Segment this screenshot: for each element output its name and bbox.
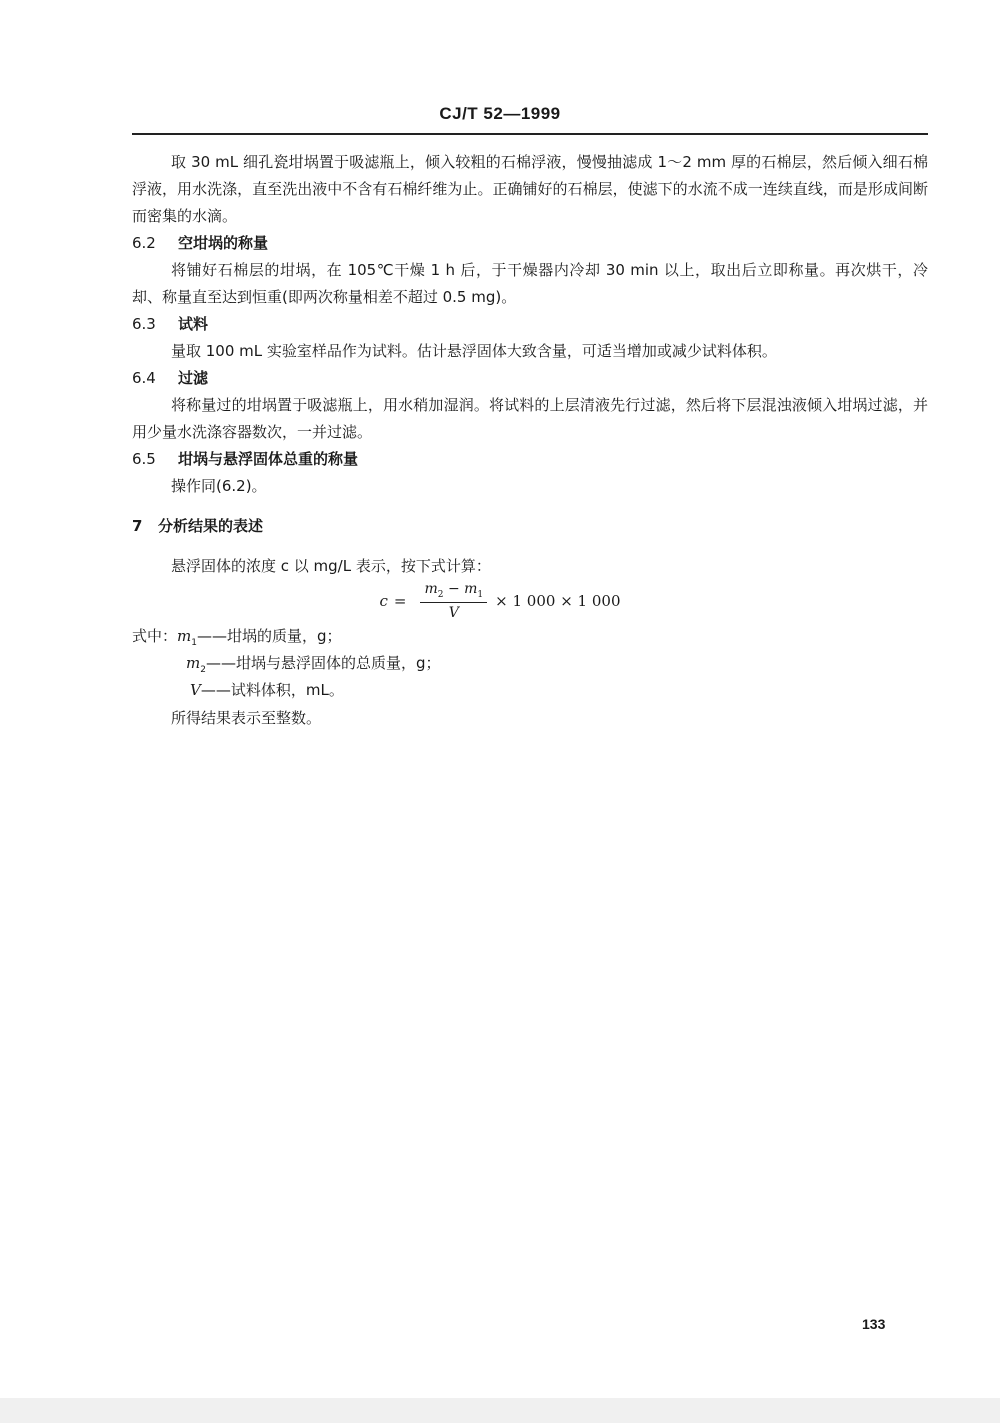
definition-symbol: V xyxy=(190,681,201,699)
paragraph-asbestos-layer: 取 30 mL 细孔瓷坩埚置于吸滤瓶上，倾入较粗的石棉浮液，慢慢抽滤成 1～2 mm 厚的石棉层，然后倾入细石棉浮液，用水洗涤，直至洗出液中不含有石棉纤维为止。正确铺好的石棉层，使滤下的水流不成一连续直线，而是形成间断而密集的水滴。 xyxy=(132,153,928,225)
standard-header: CJ/T 52—1999 xyxy=(439,104,561,123)
numerator-sub-b: 1 xyxy=(477,589,484,600)
heading-6-5 xyxy=(132,446,358,473)
formula-equals: = xyxy=(393,591,407,610)
paragraph-6-3: 量取 100 mL 实验室样品作为试料。估计悬浮固体大致含量，可适当增加或减少试料体积。 xyxy=(171,342,777,360)
page-number: 133 xyxy=(862,1316,886,1332)
heading-title: 空坩埚的称量 xyxy=(178,234,269,252)
heading-number: 6.2 xyxy=(132,234,156,252)
heading-title: 过滤 xyxy=(178,369,209,387)
heading-number: 6.5 xyxy=(132,450,156,468)
definition-symbol: m xyxy=(186,654,201,672)
definition-text: ——试料体积，mL。 xyxy=(200,681,344,699)
definition-v xyxy=(190,677,344,704)
heading-title: 分析结果的表述 xyxy=(158,517,264,535)
heading-6-2 xyxy=(132,230,268,257)
heading-number: 7 xyxy=(132,517,143,535)
numerator-symbol-a: m xyxy=(424,581,438,597)
formula-numerator xyxy=(420,581,487,603)
heading-6-4 xyxy=(132,365,208,392)
heading-number: 6.4 xyxy=(132,369,156,387)
definition-text: ——坩埚的质量，g； xyxy=(196,627,342,645)
formula-denominator: V xyxy=(448,604,459,621)
paragraph-7: 悬浮固体的浓度 c 以 mg/L 表示，按下式计算： xyxy=(171,557,491,575)
heading-title: 试料 xyxy=(178,315,209,333)
definition-sub: 2 xyxy=(200,665,206,675)
heading-title: 坩埚与悬浮固体总重的称量 xyxy=(178,450,359,468)
paragraph-result: 所得结果表示至整数。 xyxy=(171,709,322,727)
definitions-lead: 式中： xyxy=(132,627,178,645)
numerator-operator: − xyxy=(443,581,465,597)
header-rule xyxy=(132,133,928,135)
formula-multiplier: × 1 000 × 1 000 xyxy=(495,591,621,610)
concentration-formula xyxy=(0,581,1000,621)
heading-6-3 xyxy=(132,311,208,338)
numerator-sub-a: 2 xyxy=(437,589,444,600)
definition-sub: 1 xyxy=(191,638,197,648)
numerator-symbol-b: m xyxy=(464,581,478,597)
page-bottom-edge xyxy=(0,1398,1000,1423)
formula-lhs: c xyxy=(379,591,388,610)
paragraph-6-5: 操作同(6.2)。 xyxy=(171,477,267,495)
paragraph-6-2: 将铺好石棉层的坩埚，在 105℃干燥 1 h 后，于干燥器内冷却 30 min 以上，取出后立即称量。再次烘干，冷却、称量直至达到恒重(即两次称量相差不超过 0.5 mg)。 xyxy=(132,261,928,306)
heading-number: 6.3 xyxy=(132,315,156,333)
definition-text: ——坩埚与悬浮固体的总质量，g； xyxy=(205,654,441,672)
definition-symbol: m xyxy=(177,627,192,645)
heading-7 xyxy=(132,513,263,540)
formula-fraction xyxy=(420,581,487,621)
paragraph-6-4: 将称量过的坩埚置于吸滤瓶上，用水稍加湿润。将试料的上层清液先行过滤，然后将下层混浊液倾入坩埚过滤，并用少量水洗涤容器数次，一并过滤。 xyxy=(132,396,928,441)
